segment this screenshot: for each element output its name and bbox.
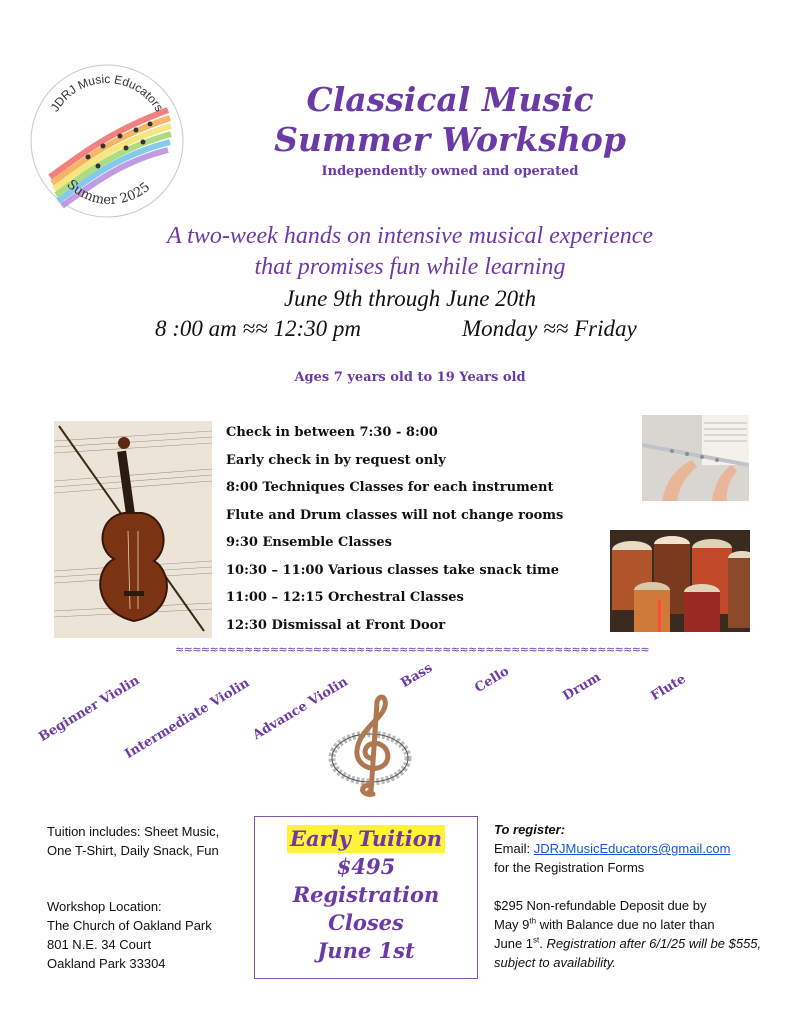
violin-photo xyxy=(54,421,212,638)
svg-text:Summer 2025: Summer 2025 xyxy=(63,177,154,209)
ordinal: st xyxy=(533,935,540,945)
early-tuition-box xyxy=(254,816,478,979)
svg-text:JDRJ Music Educators: JDRJ Music Educators xyxy=(47,71,167,115)
tuition-includes-line2: One T-Shirt, Daily Snack, Fun xyxy=(47,843,219,858)
treble-clef-icon xyxy=(325,694,415,798)
workshop-dates: June 9th through June 20th xyxy=(283,286,537,311)
subtitle: Independently owned and operated xyxy=(321,164,579,179)
registration-info xyxy=(494,820,766,972)
instrument-cello: Cello xyxy=(472,663,512,696)
tuition-includes xyxy=(47,822,257,860)
wave-divider: ≈≈≈≈≈≈≈≈≈≈≈≈≈≈≈≈≈≈≈≈≈≈≈≈≈≈≈≈≈≈≈≈≈≈≈≈≈≈≈≈≈≈≈≈≈≈≈≈≈≈≈≈≈≈≈ xyxy=(175,643,649,656)
location-name: The Church of Oakland Park xyxy=(47,918,212,933)
email-link[interactable]: JDRJMusicEducators@gmail.com xyxy=(533,841,731,856)
email-prefix: Email: xyxy=(494,841,534,856)
deposit-date: May 9 xyxy=(494,917,530,932)
instrument-beginner-violin: Beginner Violin xyxy=(36,673,143,745)
early-tuition-label: Early Tuition xyxy=(287,825,445,853)
daily-schedule xyxy=(226,419,606,639)
drums-photo xyxy=(610,530,750,632)
forms-note: for the Registration Forms xyxy=(494,860,645,875)
period: . xyxy=(539,936,547,951)
schedule-item: 8:00 Techniques Classes for each instrument xyxy=(226,480,554,495)
balance-text: with Balance due no later than xyxy=(536,917,715,932)
tagline-line1: A two-week hands on intensive musical experience xyxy=(166,223,654,249)
age-range: Ages 7 years old to 19 Years old xyxy=(294,370,526,385)
close-date: June 1st xyxy=(317,938,415,963)
instrument-intermediate-violin: Intermediate Violin xyxy=(122,675,253,762)
workshop-hours: 8 :00 am ≈≈ 12:30 pm xyxy=(155,316,362,341)
deposit-line3 xyxy=(494,934,766,972)
schedule-item: Check in between 7:30 - 8:00 xyxy=(226,425,438,440)
tuition-includes-line1: Tuition includes: Sheet Music, xyxy=(47,824,220,839)
schedule-item: Early check in by request only xyxy=(226,452,446,468)
address-line1: 801 N.E. 34 Court xyxy=(47,937,152,952)
instrument-flute: Flute xyxy=(648,671,689,704)
schedule-item: 10:30 – 11:00 Various classes take snack time xyxy=(226,562,559,578)
workshop-days: Monday ≈≈ Friday xyxy=(462,316,637,341)
workshop-location xyxy=(47,897,257,973)
schedule-item: 12:30 Dismissal at Front Door xyxy=(226,617,446,633)
flute-photo xyxy=(642,415,749,501)
schedule-item: Flute and Drum classes will not change rooms xyxy=(226,507,564,523)
page-title-line1: Classical Music xyxy=(306,80,594,119)
jdrj-logo xyxy=(28,62,186,220)
deposit-line2 xyxy=(494,915,766,934)
instrument-drum: Drum xyxy=(560,669,604,704)
balance-date: June 1 xyxy=(494,936,534,951)
closes-label: Closes xyxy=(328,910,404,935)
instrument-bass: Bass xyxy=(398,660,436,691)
location-label: Workshop Location: xyxy=(47,899,162,914)
schedule-item: 9:30 Ensemble Classes xyxy=(226,535,392,550)
tagline-line2: that promises fun while learning xyxy=(254,254,566,280)
deposit-line1: $295 Non-refundable Deposit due by xyxy=(494,898,707,913)
register-heading: To register: xyxy=(494,822,566,837)
schedule-item: 11:00 – 12:15 Orchestral Classes xyxy=(226,590,464,605)
ordinal: th xyxy=(529,916,537,926)
page-title-line2: Summer Workshop xyxy=(274,120,626,159)
registration-label: Registration xyxy=(292,882,440,907)
instrument-advance-violin: Advance Violin xyxy=(250,674,351,743)
address-line2: Oakland Park 33304 xyxy=(47,956,166,971)
late-registration-note: Registration after 6/1/25 will be $555, subject to availability. xyxy=(494,936,762,970)
tuition-price: $495 xyxy=(336,854,396,879)
